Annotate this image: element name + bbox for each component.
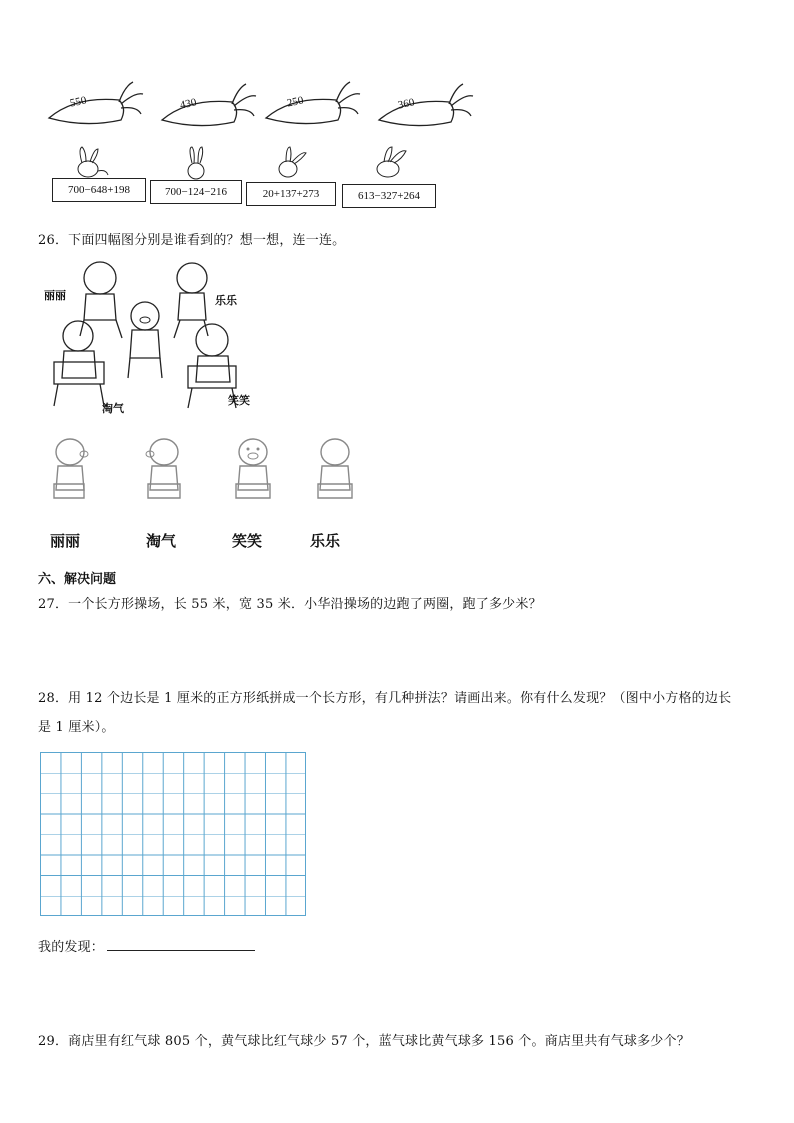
question-27: 27．一个长方形操场，长 55 米，宽 35 米．小华沿操场的边跑了两圈，跑了多少米？ (38, 597, 542, 612)
rabbit-icon (370, 145, 410, 181)
question-28-line1: 28．用 12 个边长是 1 厘米的正方形纸拼成一个长方形，有几种拼法？请画出来。你有什么发现？（图中小方格的边长 (38, 691, 732, 706)
finding-label: 我的发现： (38, 940, 105, 955)
kid-label-lele: 乐乐 (215, 294, 237, 307)
carrot-value: 250 (285, 94, 305, 110)
expression-box: 700−648+198 (52, 178, 146, 202)
rabbit-icon (70, 145, 110, 181)
rabbit-icon (176, 145, 216, 181)
view-label: 丽丽 (50, 532, 81, 550)
view-label: 淘气 (146, 532, 177, 550)
kid-label-lili: 丽丽 (44, 289, 66, 302)
expression-box: 20+137+273 (246, 182, 336, 206)
carrot-icon (45, 78, 145, 140)
pig-side-view-icon (140, 434, 190, 506)
carrot-value: 360 (396, 96, 416, 112)
question-29: 29．商店里有红气球 805 个，黄气球比红气球少 57 个，蓝气球比黄气球多 156 个。商店里共有气球多少个？ (38, 1034, 690, 1049)
kid-label-xiaoxiao: 笑笑 (228, 394, 250, 407)
pig-back-view-icon (310, 434, 360, 506)
expression-box: 613−327+264 (342, 184, 436, 208)
finding-answer-line[interactable] (107, 950, 255, 951)
section-title: 六、解决问题 (38, 572, 117, 587)
pig-front-view-icon (228, 434, 278, 506)
square-grid[interactable] (40, 752, 306, 916)
expression-box: 700−124−216 (150, 180, 242, 204)
view-label: 笑笑 (232, 532, 263, 550)
carrot-value: 430 (178, 96, 198, 112)
carrot-icon (262, 78, 362, 140)
rabbit-icon (272, 145, 312, 181)
pig-side-view-icon (44, 434, 94, 506)
carrot-icon (375, 80, 475, 142)
carrot-value: 550 (68, 94, 88, 110)
kids-scene-icon (40, 258, 260, 418)
question-28-line2: 是 1 厘米）。 (38, 720, 115, 735)
question-26: 26．下面四幅图分别是谁看到的？想一想，连一连。 (38, 233, 346, 248)
kid-label-taoqi: 淘气 (102, 402, 124, 415)
carrot-icon (158, 80, 258, 142)
view-label: 乐乐 (310, 532, 341, 550)
